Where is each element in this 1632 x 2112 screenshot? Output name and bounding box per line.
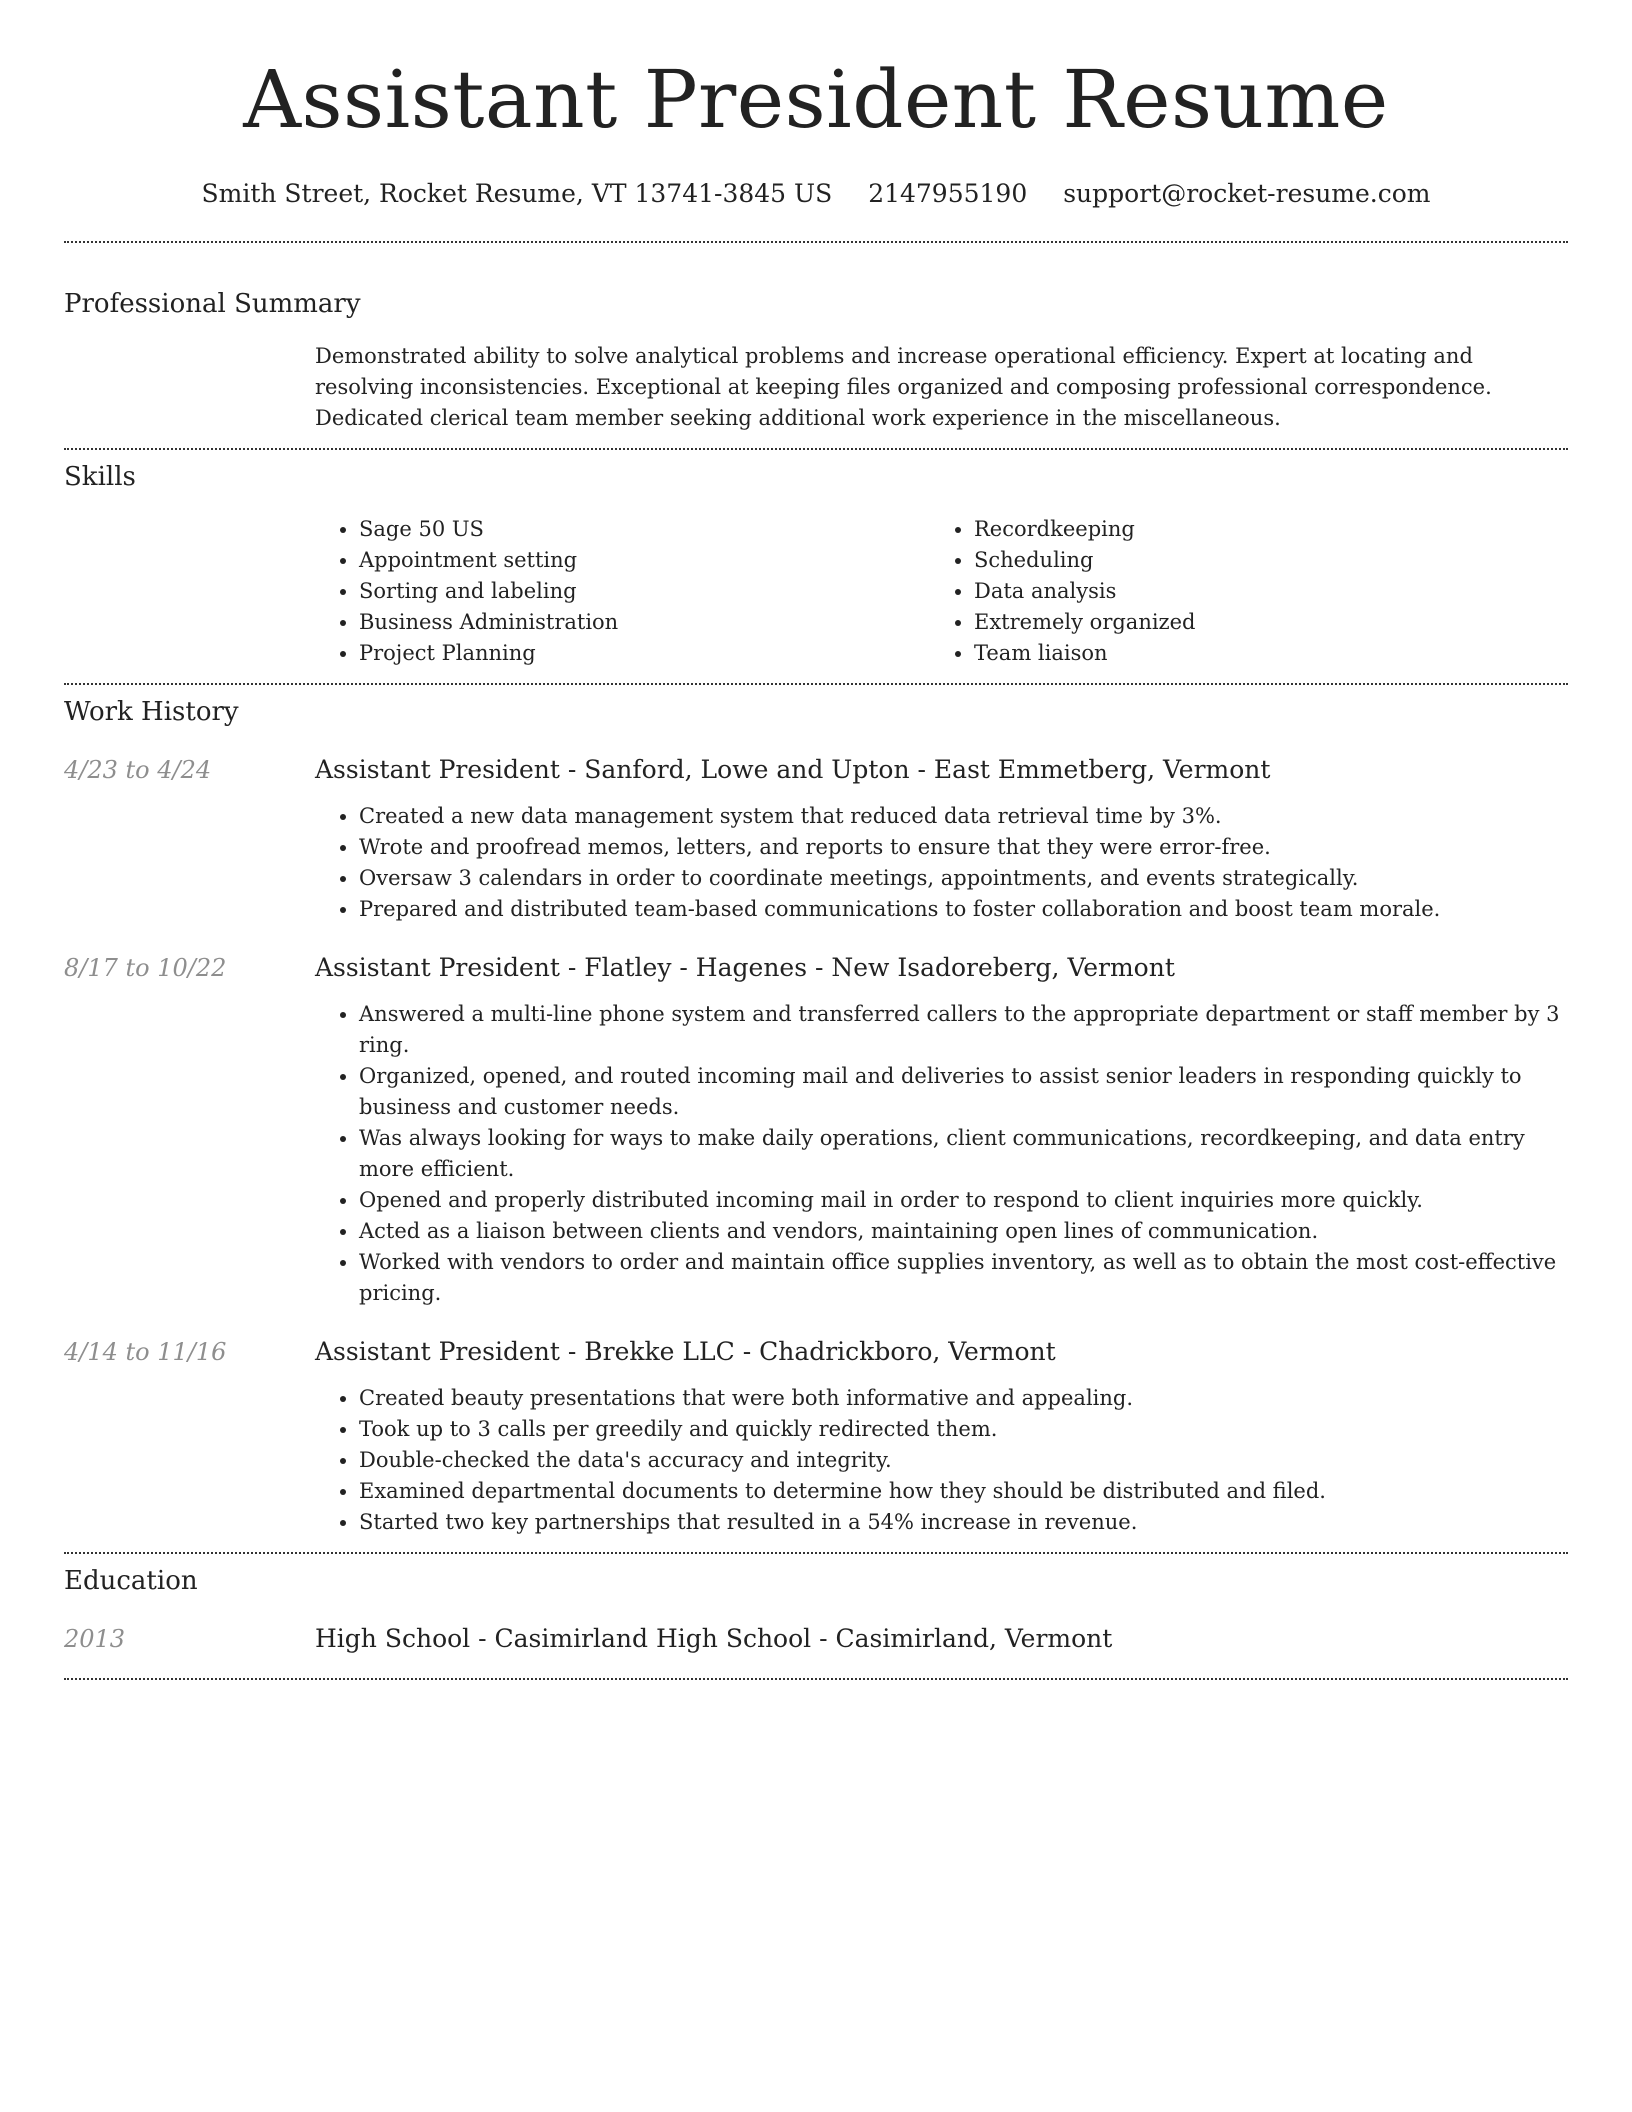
education-date: 2013 xyxy=(64,1625,126,1653)
contact-phone: 2147955190 xyxy=(868,179,1028,208)
section-title-work: Work History xyxy=(64,697,239,727)
job-body xyxy=(315,1335,1568,1538)
job-date: 4/14 to 11/16 xyxy=(64,1338,227,1366)
job-bullet: • Acted as a liaison between clients and vendors, maintaining open lines of communication. xyxy=(359,1216,1568,1247)
skill-item: • Extremely organized xyxy=(974,607,1545,638)
skills-list-left xyxy=(315,514,930,669)
job-bullet: • Organized, opened, and routed incoming mail and deliveries to assist senior leaders in responding quickly to business and customer needs. xyxy=(359,1061,1568,1123)
skills-content xyxy=(315,514,1568,669)
job-bullets xyxy=(315,801,1568,925)
skill-item: • Sage 50 US xyxy=(359,514,930,545)
job-bullets xyxy=(315,999,1568,1309)
contact-email: support@rocket-resume.com xyxy=(1063,179,1431,208)
education-body xyxy=(315,1622,1568,1656)
skills-section xyxy=(64,450,1568,669)
education-section xyxy=(64,1554,1568,1656)
skill-item: • Business Administration xyxy=(359,607,930,638)
job-bullet: • Created beauty presentations that were both informative and appealing. xyxy=(359,1383,1568,1414)
job-bullet: • Took up to 3 calls per greedily and quickly redirected them. xyxy=(359,1414,1568,1445)
skill-item: • Team liaison xyxy=(974,638,1545,669)
job-bullet: • Oversaw 3 calendars in order to coordinate meetings, appointments, and events strategically. xyxy=(359,863,1568,894)
job-bullets xyxy=(315,1383,1568,1538)
job-bullet: • Was always looking for ways to make daily operations, client communications, recordkeeping, and data entry more efficient. xyxy=(359,1123,1568,1185)
skill-item: • Sorting and labeling xyxy=(359,576,930,607)
job-date: 4/23 to 4/24 xyxy=(64,756,212,784)
education-heading: High School - Casimirland High School - Casimirland, Vermont xyxy=(315,1624,1113,1653)
skill-item: • Data analysis xyxy=(974,576,1545,607)
skills-grid xyxy=(315,514,1568,669)
contact-line xyxy=(64,178,1568,210)
job-bullet: • Created a new data management system that reduced data retrieval time by 3%. xyxy=(359,801,1568,832)
skills-list-right xyxy=(930,514,1545,669)
skill-item: • Appointment setting xyxy=(359,545,930,576)
job-heading: Assistant President - Brekke LLC - Chadrickboro, Vermont xyxy=(315,1337,1056,1366)
job-bullet: • Opened and properly distributed incoming mail in order to respond to client inquiries more quickly. xyxy=(359,1185,1568,1216)
section-title-summary: Professional Summary xyxy=(64,289,361,319)
job-body xyxy=(315,753,1568,925)
summary-text: Demonstrated ability to solve analytical problems and increase operational efficiency. Expert at locating and resolving inconsistencies. Exceptional at keeping files organized and composing professional correspondence. Dedicated clerical team member seeking additional work experience in the miscellaneous. xyxy=(315,344,1492,430)
divider xyxy=(64,1678,1568,1680)
job-bullet: • Wrote and proofread memos, letters, and reports to ensure that they were error-free. xyxy=(359,832,1568,863)
resume-header xyxy=(64,0,1568,210)
education-entry xyxy=(64,1622,1568,1656)
skill-item: • Project Planning xyxy=(359,638,930,669)
job-heading: Assistant President - Sanford, Lowe and Upton - East Emmetberg, Vermont xyxy=(315,755,1271,784)
job-date: 8/17 to 10/22 xyxy=(64,954,227,982)
skills-column-right xyxy=(930,514,1545,669)
job-entry xyxy=(64,1335,1568,1538)
job-entry xyxy=(64,951,1568,1309)
resume-title: Assistant President Resume xyxy=(243,53,1389,146)
job-bullet: • Worked with vendors to order and maintain office supplies inventory, as well as to obtain the most cost-effective pricing. xyxy=(359,1247,1568,1309)
job-bullet: • Started two key partnerships that resulted in a 54% increase in revenue. xyxy=(359,1507,1568,1538)
job-bullet: • Examined departmental documents to determine how they should be distributed and filed. xyxy=(359,1476,1568,1507)
job-heading: Assistant President - Flatley - Hagenes - New Isadoreberg, Vermont xyxy=(315,953,1175,982)
section-title-skills: Skills xyxy=(64,462,136,492)
contact-address: Smith Street, Rocket Resume, VT 13741-3845 US xyxy=(201,179,833,208)
job-bullet: • Double-checked the data's accuracy and integrity. xyxy=(359,1445,1568,1476)
job-entry xyxy=(64,753,1568,925)
summary-content xyxy=(315,341,1568,434)
work-history-section xyxy=(64,685,1568,1538)
job-body xyxy=(315,951,1568,1309)
skills-column-left xyxy=(315,514,930,669)
job-bullet: • Prepared and distributed team-based communications to foster collaboration and boost team morale. xyxy=(359,894,1568,925)
section-title-education: Education xyxy=(64,1566,198,1596)
summary-section xyxy=(64,243,1568,434)
skill-item: • Recordkeeping xyxy=(974,514,1545,545)
skill-item: • Scheduling xyxy=(974,545,1545,576)
job-bullet: • Answered a multi-line phone system and transferred callers to the appropriate department or staff member by 3 ring. xyxy=(359,999,1568,1061)
